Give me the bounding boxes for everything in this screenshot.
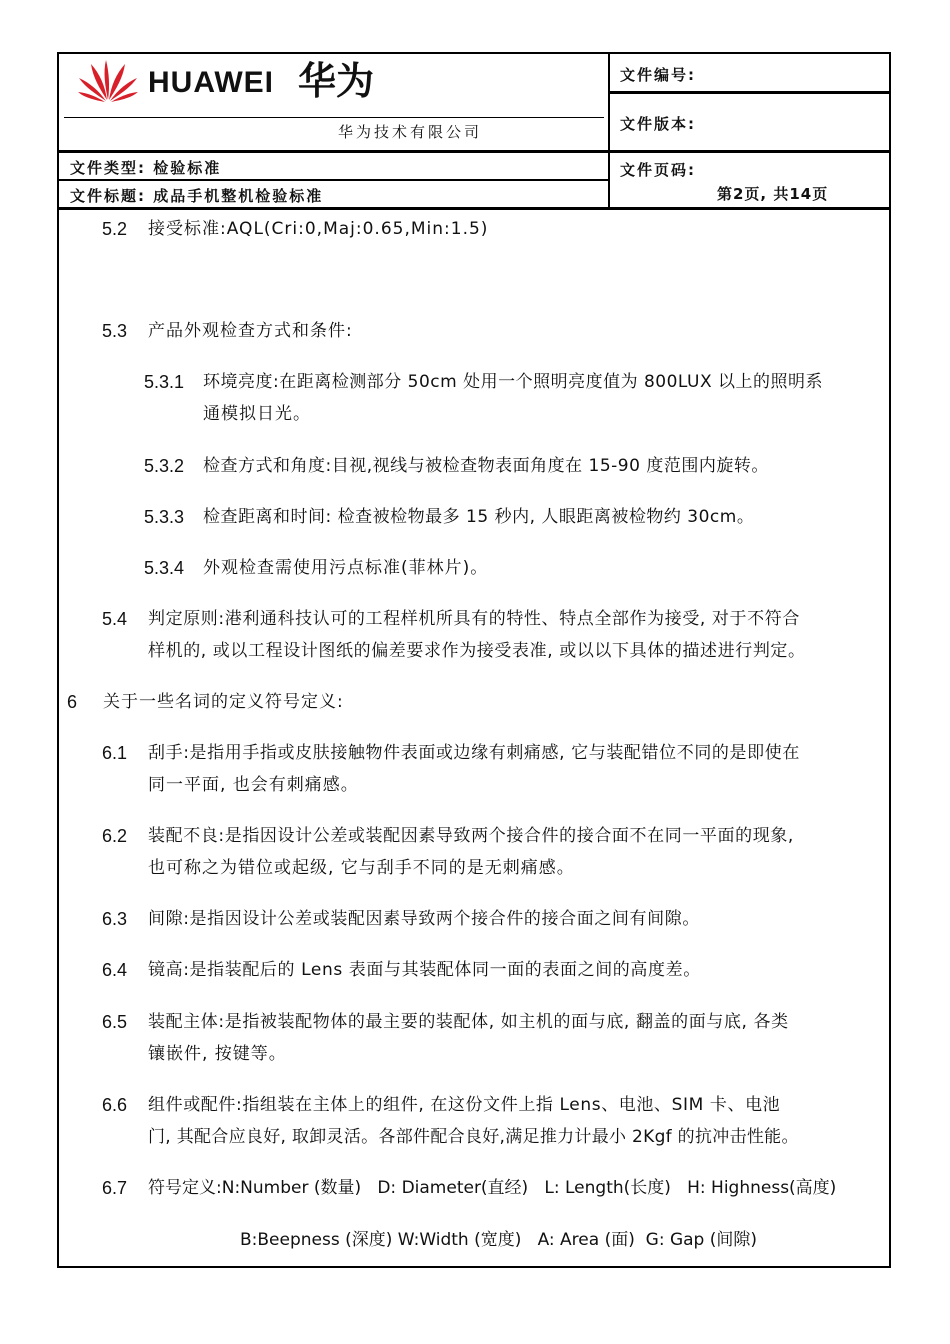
section-6-1-line1: 刮手:是指用手指或皮肤接触物件表面或边缘有刺痛感, 它与装配错位不同的是即使在 — [148, 743, 800, 763]
page-code-label: 文件页码: — [620, 161, 696, 179]
header-divider-vertical — [608, 52, 610, 209]
section-6-4-text: 镜高:是指装配后的 Lens 表面与其装配体同一面的表面之间的高度差。 — [148, 960, 701, 980]
section-5-3-1-number: 5.3.1 — [144, 372, 185, 392]
section-6-1-line2: 同一平面, 也会有刺痛感。 — [148, 775, 359, 795]
page-info: 第2页, 共14页 — [717, 185, 829, 203]
section-5-4-line2: 样机的, 或以工程设计图纸的偏差要求作为接受表准, 或以以下具体的描述进行判定。 — [148, 641, 806, 661]
section-6-6-number: 6.6 — [102, 1095, 128, 1115]
section-6-6-line2: 门, 其配合应良好, 取卸灵活。各部件配合良好,满足推力计最小 2Kgf 的抗冲击性能。 — [148, 1127, 799, 1147]
section-6-5-line1: 装配主体:是指被装配物体的最主要的装配体, 如主机的面与底, 翻盖的面与底, 各类 — [148, 1012, 789, 1032]
section-6-7-number: 6.7 — [102, 1178, 128, 1198]
header-divider-bottom — [57, 207, 891, 210]
section-5-4-line1: 判定原则:港利通科技认可的工程样机所具有的特性、特点全部作为接受, 对于不符合 — [148, 609, 800, 629]
section-5-3-1-line1: 环境亮度:在距离检测部分 50cm 处用一个照明亮度值为 800LUX 以上的照明系 — [203, 372, 824, 392]
section-6-3-text: 间隙:是指因设计公差或装配因素导致两个接合件的接合面之间有间隙。 — [148, 909, 700, 929]
brand-name-en: HUAWEI — [148, 66, 274, 99]
section-6-6-line1: 组件或配件:指组装在主体上的组件, 在这份文件上指 Lens、电池、SIM 卡、电池 — [148, 1095, 781, 1115]
section-5-3-4-text: 外观检查需使用污点标准(菲林片)。 — [203, 558, 489, 578]
section-6-2-line2: 也可称之为错位或起级, 它与刮手不同的是无刺痛感。 — [148, 858, 575, 878]
header-divider-row2 — [57, 150, 891, 153]
huawei-logo — [76, 56, 140, 108]
section-5-3-text: 产品外观检查方式和条件: — [148, 321, 353, 341]
section-5-3-1-line2: 通模拟日光。 — [203, 404, 311, 424]
section-6-1-number: 6.1 — [102, 743, 128, 763]
huawei-flower-icon — [76, 56, 140, 104]
section-6-text: 关于一些名词的定义符号定义: — [103, 692, 344, 712]
section-5-3-3-text: 检查距离和时间: 检查被检物最多 15 秒内, 人眼距离被检物约 30cm。 — [203, 507, 755, 527]
section-6-number: 6 — [67, 692, 78, 712]
section-5-3-3-number: 5.3.3 — [144, 507, 185, 527]
brand-name-cn: 华为 — [298, 59, 375, 103]
section-5-3-2-number: 5.3.2 — [144, 456, 185, 476]
doc-title-label: 文件标题: 成品手机整机检验标准 — [70, 187, 324, 205]
section-6-5-line2: 镶嵌件, 按键等。 — [148, 1044, 287, 1064]
section-5-2-number: 5.2 — [102, 219, 128, 239]
company-name: 华为技术有限公司 — [338, 123, 483, 141]
doc-number-label: 文件编号: — [620, 66, 696, 84]
header-divider-right-1 — [608, 91, 891, 94]
section-6-2-number: 6.2 — [102, 826, 128, 846]
section-5-3-4-number: 5.3.4 — [144, 558, 185, 578]
header-divider-row3-left — [57, 179, 609, 181]
section-5-3-number: 5.3 — [102, 321, 128, 341]
section-6-5-number: 6.5 — [102, 1012, 128, 1032]
section-6-3-number: 6.3 — [102, 909, 128, 929]
header-divider-left-company — [64, 117, 604, 118]
section-5-4-number: 5.4 — [102, 609, 128, 629]
doc-type-label: 文件类型: 检验标准 — [70, 159, 222, 177]
section-5-2-text: 接受标准:AQL(Cri:0,Maj:0.65,Min:1.5) — [148, 219, 489, 239]
section-6-7-line1: 符号定义:N:Number (数量) D: Diameter(直经) L: Length(长度) H: Highness(高度) — [148, 1178, 837, 1198]
section-6-7-line2: B:Beepness (深度) W:Width (宽度) A: Area (面) G: Gap (间隙) — [240, 1230, 758, 1250]
section-5-3-2-text: 检查方式和角度:目视,视线与被检查物表面角度在 15-90 度范围内旋转。 — [203, 456, 769, 476]
doc-version-label: 文件版本: — [620, 115, 696, 133]
section-6-4-number: 6.4 — [102, 960, 128, 980]
section-6-2-line1: 装配不良:是指因设计公差或装配因素导致两个接合件的接合面不在同一平面的现象, — [148, 826, 794, 846]
